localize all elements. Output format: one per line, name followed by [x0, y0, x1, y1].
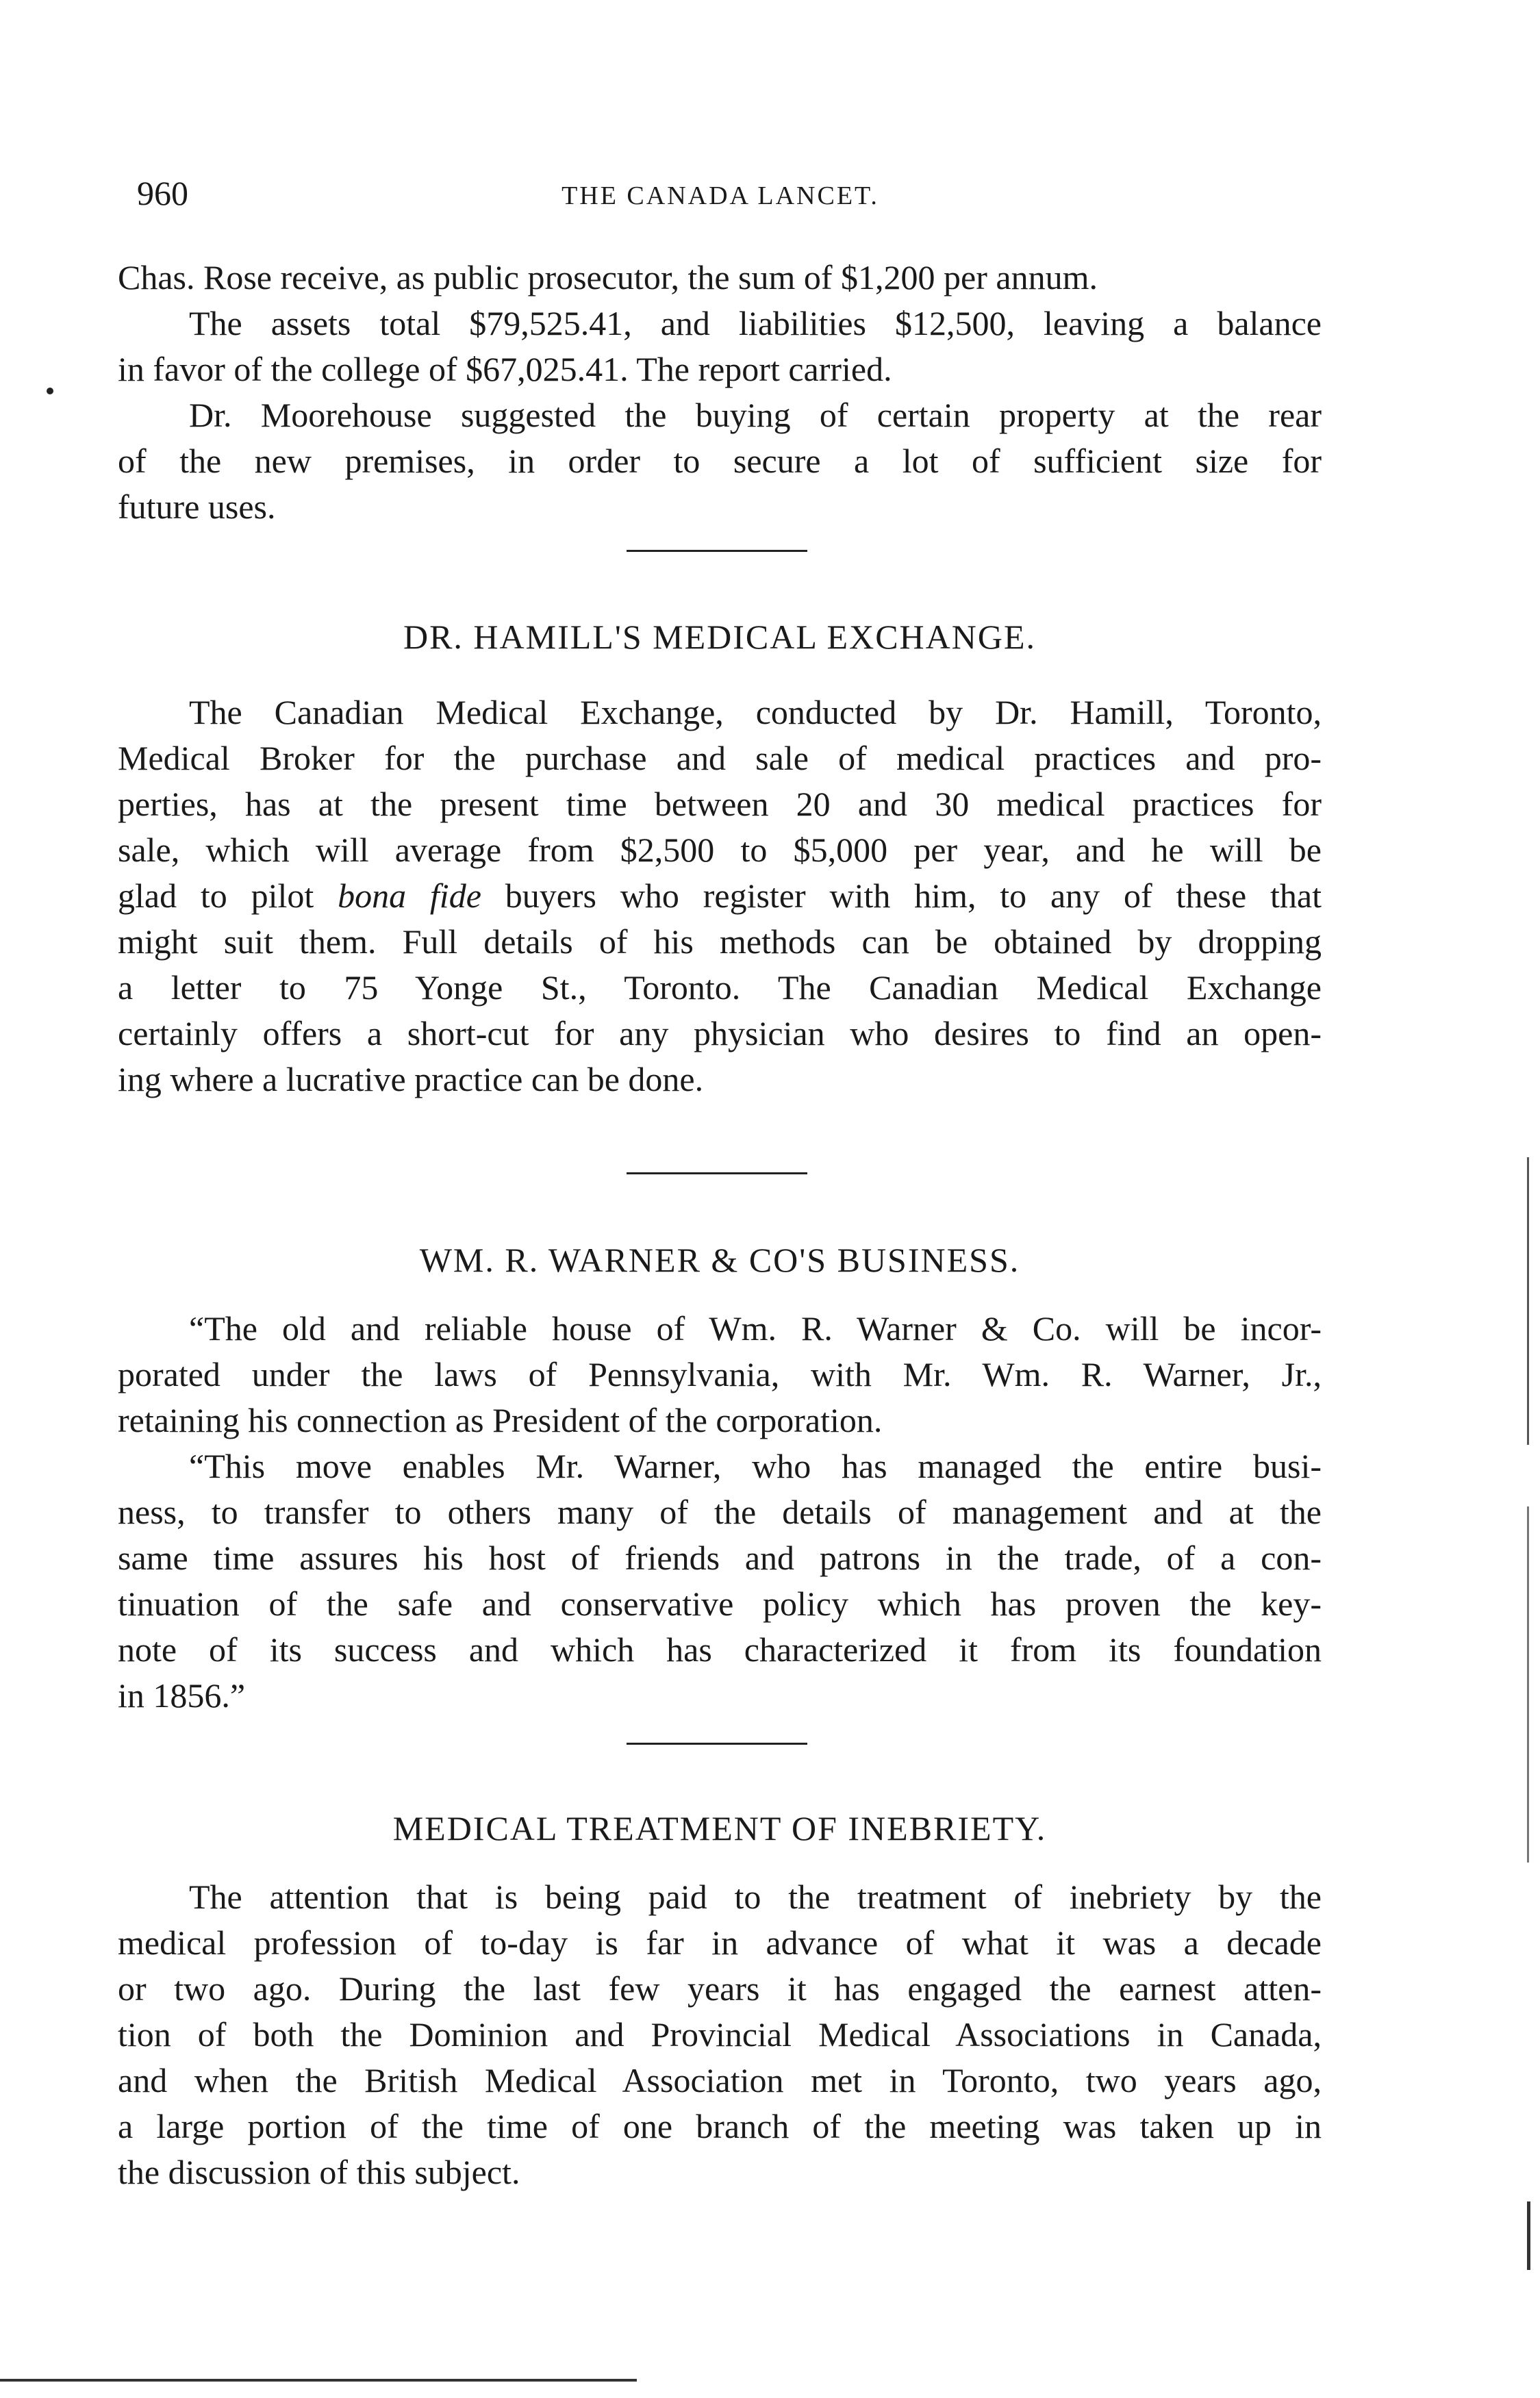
- section-divider: [627, 1743, 807, 1745]
- scan-edge-mark: [1527, 1157, 1529, 1445]
- text-line: tion of both the Dominion and Provincial Medical Associations in Canada,: [118, 2015, 1322, 2054]
- text-line: “The old and reliable house of Wm. R. Warner & Co. will be incor-: [189, 1309, 1322, 1348]
- text-line: “This move enables Mr. Warner, who has managed the entire busi-: [189, 1447, 1322, 1485]
- running-head: THE CANADA LANCET.: [561, 181, 879, 210]
- text-line: the discussion of this subject.: [118, 2153, 520, 2191]
- section-heading-warner: WM. R. WARNER & CO'S BUSINESS.: [419, 1241, 1020, 1279]
- section-heading-exchange: DR. HAMILL'S MEDICAL EXCHANGE.: [403, 618, 1037, 656]
- text-line: might suit them. Full details of his methods can be obtained by dropping: [118, 922, 1322, 961]
- text-line: and when the British Medical Association met in Toronto, two years ago,: [118, 2061, 1322, 2099]
- text-line: porated under the laws of Pennsylvania, with Mr. Wm. R. Warner, Jr.,: [118, 1355, 1322, 1393]
- page-header: [118, 173, 1323, 214]
- text-line: glad to pilot bona fide buyers who register with him, to any of these that: [118, 876, 1322, 915]
- text-line: or two ago. During the last few years it has engaged the earnest atten-: [118, 1969, 1322, 2008]
- page-number: 960: [137, 174, 188, 212]
- section-divider: [627, 550, 807, 552]
- text-line: tinuation of the safe and conservative policy which has proven the key-: [118, 1585, 1322, 1623]
- text-line: Chas. Rose receive, as public prosecutor, the sum of $1,200 per annum.: [118, 258, 1098, 296]
- section-heading-inebriety: MEDICAL TREATMENT OF INEBRIETY.: [392, 1809, 1047, 1847]
- text-line: ing where a lucrative practice can be done.: [118, 1060, 704, 1098]
- scan-edge-mark: [1527, 1506, 1529, 1863]
- margin-dot: [47, 388, 53, 394]
- text-line: certainly offers a short-cut for any physician who desires to find an open-: [118, 1014, 1322, 1052]
- scan-bottom-artifact: [0, 2379, 637, 2382]
- text-line: in 1856.”: [118, 1676, 246, 1715]
- text-line: of the new premises, in order to secure a lot of sufficient size for: [118, 442, 1322, 480]
- text-line: note of its success and which has characterized it from its foundation: [118, 1630, 1322, 1669]
- text-line: in favor of the college of $67,025.41. The report carried.: [118, 350, 892, 388]
- scan-edge-mark: [1527, 2201, 1530, 2270]
- text-line: Dr. Moorehouse suggested the buying of certain property at the rear: [189, 396, 1322, 434]
- inebriety-paragraph: [118, 1874, 1322, 2195]
- opening-text: [118, 255, 1322, 530]
- exchange-paragraph: [118, 690, 1322, 1102]
- text-line: a letter to 75 Yonge St., Toronto. The Canadian Medical Exchange: [118, 968, 1322, 1007]
- text-line: The assets total $79,525.41, and liabilities $12,500, leaving a balance: [189, 304, 1322, 342]
- italic-phrase: bona fide: [338, 876, 481, 915]
- text-line: sale, which will average from $2,500 to $5,000 per year, and he will be: [118, 831, 1322, 869]
- text-line: perties, has at the present time between 20 and 30 medical practices for: [118, 785, 1322, 823]
- text-line: same time assures his host of friends and patrons in the trade, of a con-: [118, 1539, 1322, 1577]
- text-line: The Canadian Medical Exchange, conducted by Dr. Hamill, Toronto,: [189, 693, 1322, 731]
- text-line: retaining his connection as President of the corporation.: [118, 1401, 883, 1439]
- text-line: The attention that is being paid to the treatment of inebriety by the: [189, 1878, 1322, 1916]
- text-line: future uses.: [118, 488, 276, 526]
- text-line: medical profession of to-day is far in advance of what it was a decade: [118, 1923, 1322, 1962]
- text-line: Medical Broker for the purchase and sale of medical practices and pro-: [118, 739, 1322, 777]
- text-line: ness, to transfer to others many of the details of management and at the: [118, 1493, 1322, 1531]
- text-line: a large portion of the time of one branch of the meeting was taken up in: [118, 2107, 1322, 2145]
- warner-paragraph: [118, 1306, 1322, 1719]
- section-divider: [627, 1172, 807, 1174]
